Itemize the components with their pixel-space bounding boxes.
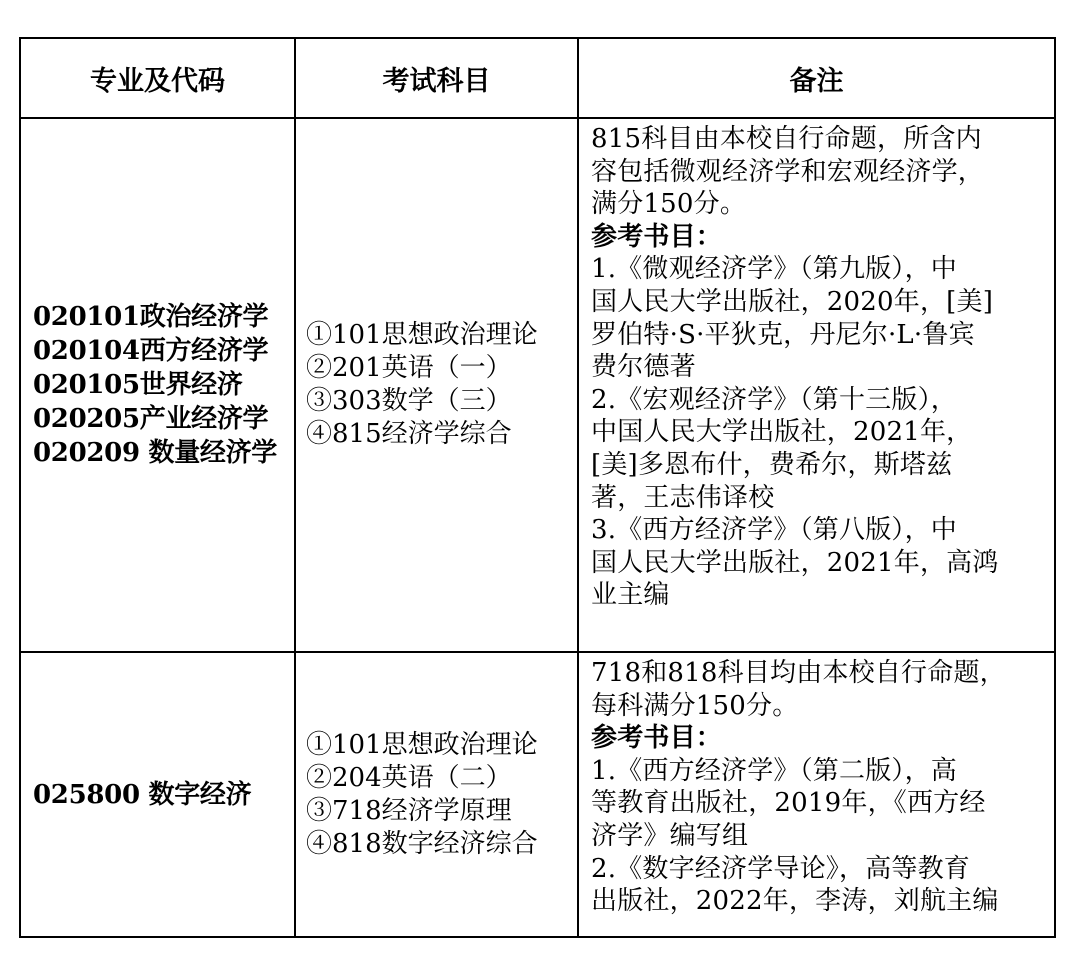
subject-item: ①101思想政治理论 — [306, 729, 538, 760]
note-line: 罗伯特·S·平狄克，丹尼尔·L·鲁宾 — [591, 319, 975, 350]
header-row — [20, 38, 1055, 118]
subject-item: ①101思想政治理论 — [306, 320, 538, 350]
table-row — [20, 118, 1055, 652]
note-line: 每科满分150分。 — [591, 690, 799, 721]
note-line: 国人民大学出版社，2021年，高鸿 — [591, 547, 999, 578]
note-line: 国人民大学出版社，2020年，[美] — [591, 286, 994, 317]
subject-item: ④815经济学综合 — [306, 419, 512, 449]
reference-books-heading: 参考书目： — [591, 221, 723, 252]
subject-item: ④818数字经济综合 — [306, 828, 538, 859]
note-line: 著，王志伟译校 — [591, 482, 775, 513]
admissions-table — [19, 37, 1056, 938]
header-subjects: 考试科目 — [295, 38, 578, 118]
notes-cell — [578, 652, 1055, 937]
subject-item: ③303数学（三） — [306, 386, 512, 416]
table-row — [20, 652, 1055, 937]
note-line: 出版社，2022年，李涛，刘航主编 — [591, 886, 999, 917]
note-line: 济学》编写组 — [591, 820, 749, 851]
notes-cell — [578, 118, 1055, 652]
major-item: 020101政治经济学 — [33, 302, 269, 332]
major-cell — [20, 652, 295, 937]
subjects-cell — [295, 118, 578, 652]
note-line: 费尔德著 — [591, 352, 696, 383]
note-line: 业主编 — [591, 580, 670, 611]
subject-item: ②201英语（一） — [306, 353, 512, 383]
note-line: 3.《西方经济学》（第八版），中 — [591, 515, 958, 546]
major-cell — [20, 118, 295, 652]
major-item: 020205产业经济学 — [33, 404, 269, 434]
header-notes: 备注 — [578, 38, 1055, 118]
reference-books-heading: 参考书目： — [591, 723, 723, 754]
note-line: 718和818科目均由本校自行命题， — [591, 658, 1006, 688]
subjects-cell — [295, 652, 578, 937]
note-line: 1.《微观经济学》（第九版），中 — [591, 254, 958, 285]
subject-item: ③718经济学原理 — [306, 795, 512, 826]
note-line: 容包括微观经济学和宏观经济学， — [591, 156, 985, 187]
header-major: 专业及代码 — [20, 38, 295, 118]
note-line: [美]多恩布什，费希尔，斯塔兹 — [591, 449, 953, 480]
note-line: 815科目由本校自行命题，所含内 — [591, 124, 982, 154]
note-line: 2.《数字经济学导论》，高等教育 — [591, 853, 971, 884]
note-line: 1.《西方经济学》（第二版），高 — [591, 755, 958, 786]
note-line: 中国人民大学出版社，2021年， — [591, 417, 973, 448]
subject-item: ②204英语（二） — [306, 762, 512, 793]
note-line: 等教育出版社，2019年，《西方经 — [591, 788, 986, 819]
major-item: 020209 数量经济学 — [33, 438, 277, 468]
major-item: 025800 数字经济 — [33, 779, 252, 810]
major-item: 020105世界经济 — [33, 370, 243, 400]
major-item: 020104西方经济学 — [33, 336, 269, 366]
note-line: 满分150分。 — [591, 189, 747, 220]
note-line: 2.《宏观经济学》（第十三版）， — [591, 384, 958, 415]
